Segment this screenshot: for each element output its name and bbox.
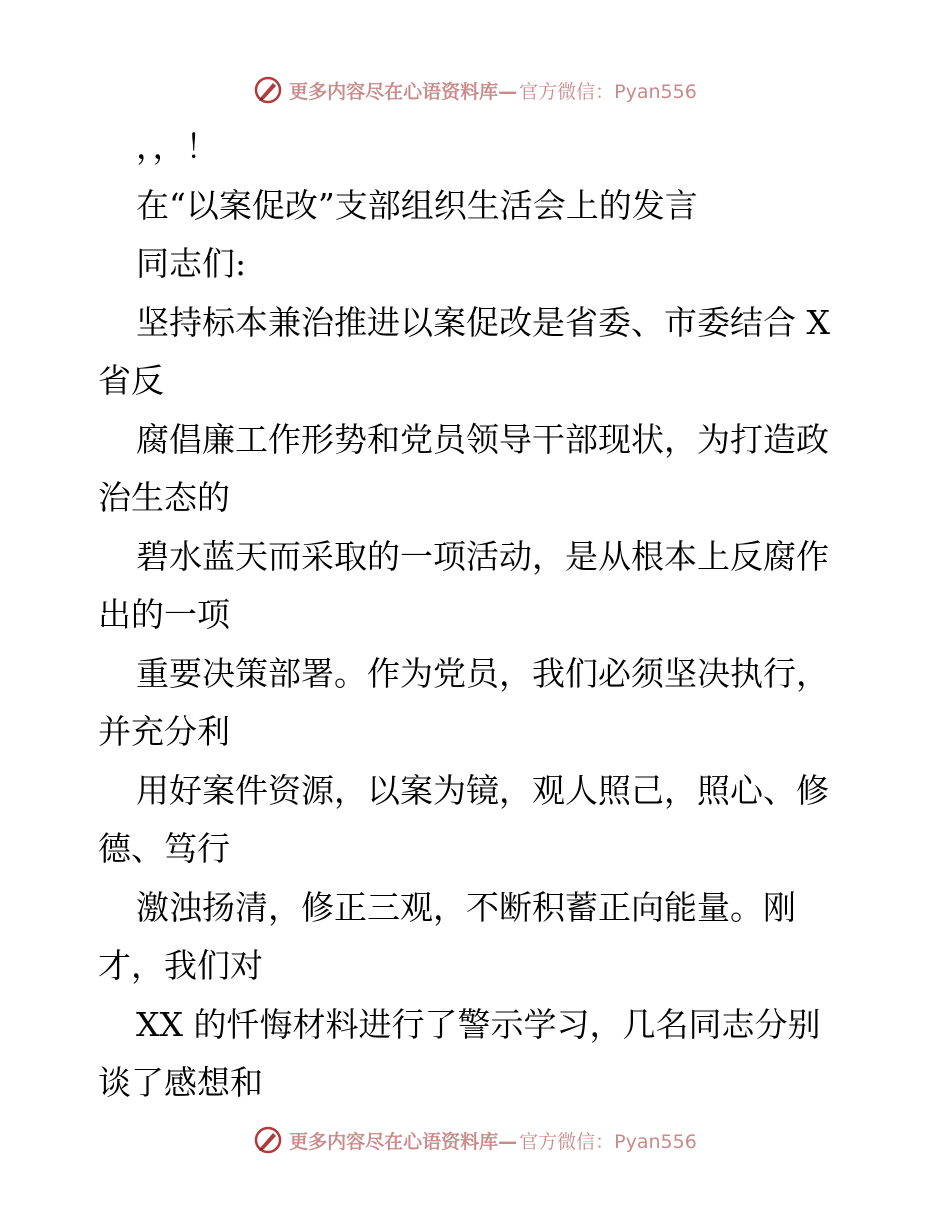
header-banner [0, 70, 950, 110]
body-line: 腐倡廉工作形势和党员领导干部现状，为打造政 [136, 419, 829, 459]
body-line: XX 的忏悔材料进行了警示学习，几名同志分别 [136, 1004, 821, 1044]
body-line: 省反 [98, 361, 164, 400]
body-line: 谈了感想和 [98, 1063, 263, 1102]
banner-wechat: 官方微信：Pyan556 [519, 1130, 697, 1153]
document-title: 在“以案促改”支部组织生活会上的发言 [136, 185, 698, 225]
banner-wechat: 官方微信：Pyan556 [519, 80, 697, 103]
body-line: 重要决策部署。作为党员，我们必须坚决执行， [136, 653, 829, 693]
body-line: 治生态的 [98, 478, 230, 517]
body-line: 碧水蓝天而采取的一项活动，是从根本上反腐作 [136, 536, 829, 576]
body-line: 出的一项 [98, 595, 230, 634]
banner-text: 更多内容尽在心语资料库— [289, 80, 518, 103]
body-line: 同志们: [136, 244, 247, 283]
body-line: 并充分利 [98, 712, 230, 751]
body-line: 用好案件资源，以案为镜，观人照己，照心、修 [136, 770, 829, 810]
body-line: 德、笃行 [98, 829, 230, 868]
footer-banner [0, 1120, 950, 1160]
pen-logo-icon [253, 75, 283, 105]
banner-text: 更多内容尽在心语资料库— [289, 1130, 518, 1153]
body-line: ，，！ [136, 127, 219, 166]
body-line: 坚持标本兼治推进以案促改是省委、市委结合 X [136, 302, 830, 342]
body-line: 才，我们对 [98, 946, 263, 985]
pen-logo-icon [253, 1125, 283, 1155]
document-body [98, 118, 858, 1113]
body-line: 激浊扬清，修正三观，不断积蓄正向能量。刚 [136, 887, 796, 927]
